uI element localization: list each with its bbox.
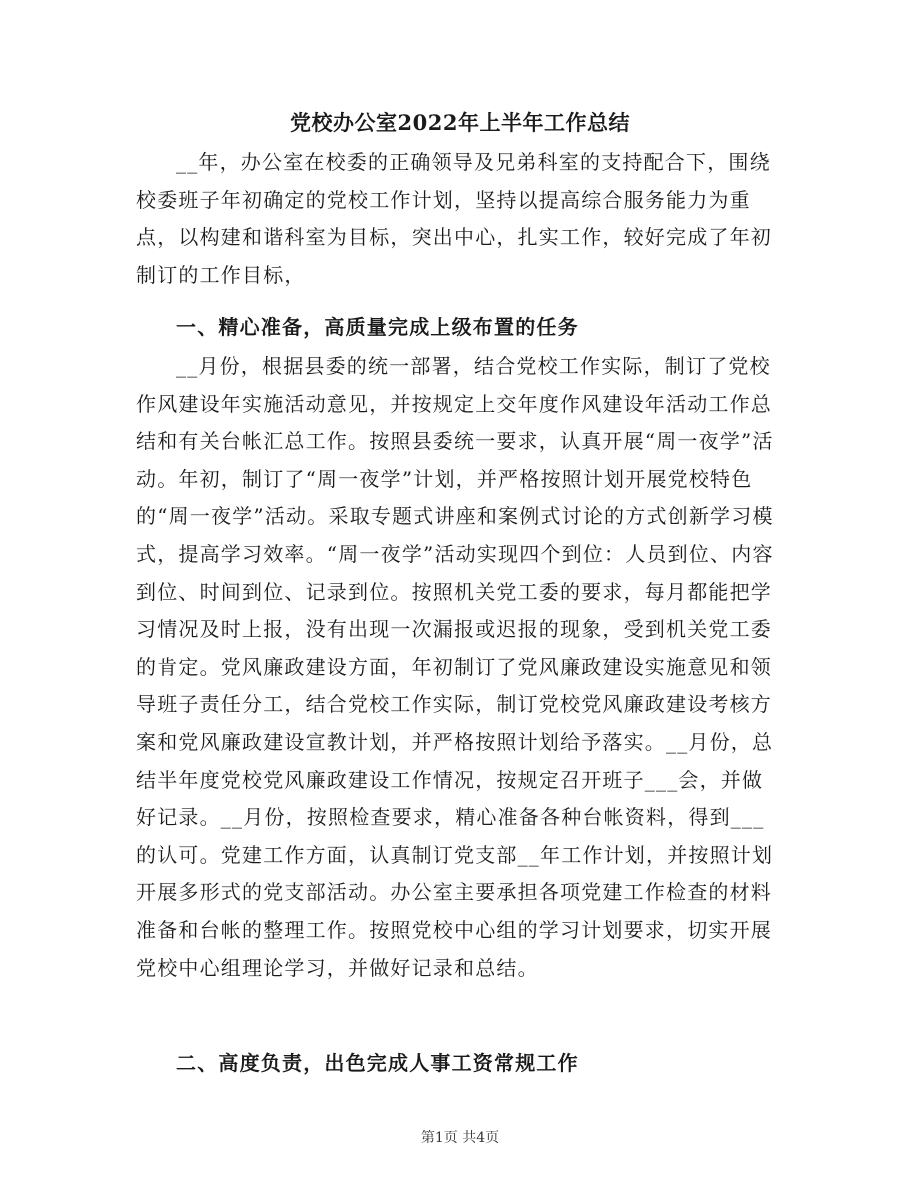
page-number-footer: 第1页 共4页 (420, 1130, 500, 1146)
document-title: 党校办公室2022年上半年工作总结 (290, 110, 630, 135)
section-1-paragraph: __月份，根据县委的统一部署，结合党校工作实际，制订了党校作风建设年实施活动意见，并按规定上交年度作风建设年活动工作总结和有关台帐汇总工作。按照县委统一要求，认真开展“周一夜学”活动。年初，制订了“周一夜学”计划，并严格按照计划开展党校特色的“周一夜学”活动。采取专题式讲座和案例式讨论的方式创新学习模式，提高学习效率。“周一夜学”活动实现四个到位：人员到位、内容到位、时间到位、记录到位。按照机关党工委的要求，每月都能把学习情况及时上报，没有出现一次漏报或迟报的现象，受到机关党工委的肯定。党风廉政建设方面，年初制订了党风廉政建设实施意见和领导班子责任分工，结合党校工作实际，制订党校党风廉政建设考核方案和党风廉政建设宣教计划，并严格按照计划给予落实。__月份，总结半年度党校党风廉政建设工作情况，按规定召开班子___会，并做好记录。__月份，按照检查要求，精心准备各种台帐资料，得到___的认可。党建工作方面，认真制订党支部__年工作计划，并按照计划开展多形式的党支部活动。办公室主要承担各项党建工作检查的材料准备和台帐的整理工作。按照党校中心组的学习计划要求，切实开展党校中心组理论学习，并做好记录和总结。 (136, 354, 774, 980)
intro-paragraph: __年，办公室在校委的正确领导及兄弟科室的支持配合下，围绕校委班子年初确定的党校工作计划，坚持以提高综合服务能力为重点，以构建和谐科室为目标，突出中心，扎实工作，较好完成了年初制订的工作目标， (136, 150, 772, 287)
section-2-heading: 二、高度负责，出色完成人事工资常规工作 (176, 1051, 579, 1075)
section-1-heading: 一、精心准备，高质量完成上级布置的任务 (176, 315, 579, 339)
